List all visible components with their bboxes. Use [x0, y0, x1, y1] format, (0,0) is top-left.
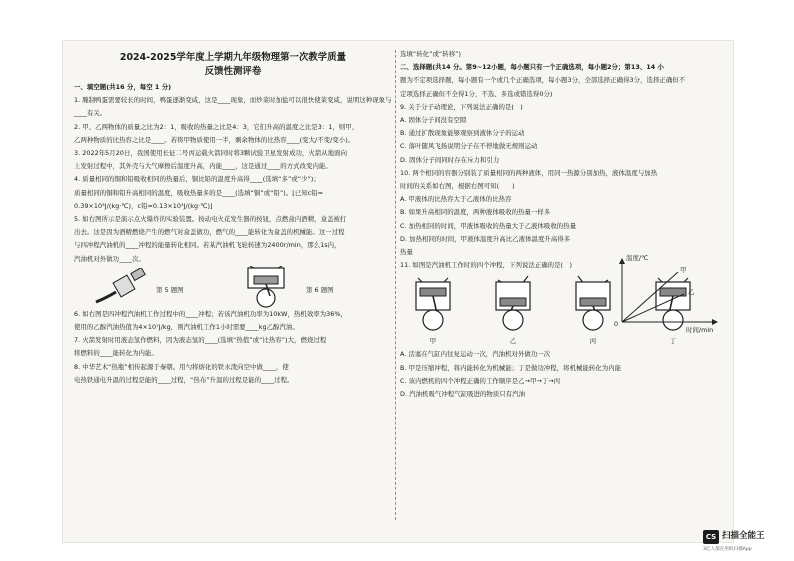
question-5-line4: 汽油机对外做功____次。 [74, 254, 145, 263]
question-6-line1: 6. 如右图是四冲程汽油机工作过程中的____冲程；若该汽油机功率为10kW，热机效率为36%， [74, 309, 347, 318]
figures-5-6 [74, 266, 392, 308]
section-1-heading: 一、填空题(共16 分，每空 1 分) [74, 83, 172, 91]
scanner-logo-badge: CS [703, 530, 719, 544]
section-2-heading-line3: 定项选择正确但不全得1分，不选、多选或错选得0分) [400, 89, 553, 98]
question-10-option-b: B. 如果升高相同的温度，两种液体吸收的热量一样多 [400, 208, 551, 217]
question-10-option-d-wrap: 热量 [400, 248, 413, 257]
scanner-app-tagline: 3亿人都在用的扫描App [703, 547, 752, 552]
question-11: 11. 如图是汽油机工作时的四个冲程，下列说法正确的是( ) [400, 261, 573, 270]
question-6-line2: 使用的乙醇汽油热值为4×10⁷J/kg，则汽油机工作1小时需要____kg乙醇汽油。 [74, 323, 299, 332]
graph-line-b [622, 294, 684, 322]
spark-box-figure [92, 268, 152, 308]
engine-stroke-1 [408, 274, 458, 346]
left-column [74, 48, 392, 387]
engine-label-4: 丁 [669, 337, 677, 346]
question-8-line2: 电热铁通电升温的过程是能的____过程，“热布”升温的过程是能的____过程。 [74, 375, 294, 384]
graph-line-a [622, 272, 678, 322]
question-9-option-d: D. 固体分子间同时存在斥力和引力 [400, 155, 500, 164]
question-8-continued: 选填“转化”或“转移”) [400, 50, 462, 58]
engine-figure-6 [234, 266, 298, 308]
temperature-time-graph [608, 254, 718, 334]
question-9-option-a: A. 固体分子间没有空隙 [400, 116, 467, 125]
exam-title-line2: 反馈性测评卷 [204, 66, 262, 77]
question-3-line1: 3. 2022年5月20日，我国使用长征二号丙运载火箭同时将3颗试验卫星发射成功，火箭从地面向 [74, 149, 348, 158]
engine-label-3: 丙 [589, 337, 597, 346]
engine-diagram-icon [488, 274, 538, 334]
section-2-heading-line2: 题为不定项选择题，每小题有一个或几个正确选项，每小题3分，全部选择正确得3分，选择正确但不 [400, 76, 686, 85]
question-10-option-d: D. 加热相同的时间，甲液体温度升高比乙液体温度升高得多 [400, 234, 571, 243]
graph-line-a-label: 甲 [680, 266, 687, 274]
question-7-line2: 将燃料的____能转化为内能。 [74, 349, 158, 358]
graph-line-b-label: 乙 [688, 288, 695, 296]
question-9-option-c: C. 落叶随风飞扬说明分子在不停地做无规则运动 [400, 142, 538, 151]
figure-6-caption: 第 6 题图 [306, 285, 334, 294]
graph-x-label: 时间/min [686, 326, 714, 334]
right-column [400, 48, 726, 401]
question-1: 1. 腌制鸭蛋需要较长的时间，鸭蛋逐渐变咸，这是____现象，而炒菜时加盐可以很快使菜变咸，说明这种现象与____有关。 [74, 96, 392, 118]
question-8-line1: 8. 中华艺术“热瓶”相传起源于秦朝。用勺将熔化的铁水泼向空中做____，使 [74, 362, 289, 371]
scanner-app-name: 扫描全能王 [722, 531, 765, 541]
question-5-line2: 出去。这是因为酒精燃烧产生的燃气对盒盖做功，燃气的____能转化为盒盖的机械能。这一过程 [74, 228, 345, 237]
graph-axes [608, 256, 718, 330]
engine-label-2: 乙 [509, 337, 517, 346]
graph-origin-label: 0 [614, 320, 619, 328]
question-9: 9. 关于分子动理论，下列说法正确的是( ) [400, 102, 523, 111]
exam-title-line1: 2024-2025学年度上学期九年级物理第一次教学质量 [119, 52, 347, 63]
section-2-heading-line1: 二、选择题(共14 分。第9~12小题，每小题只有一个正确选项，每小题2分；第13、14 小 [400, 63, 664, 72]
question-4-line2: 质量相同的铜和铅升高相同的温度，吸收热量多的是____(选填“铜”或“铅”)。[已知c铅= [74, 188, 324, 197]
engine-stroke-2 [488, 274, 538, 346]
question-9-option-b: B. 通过扩散现象能够观察到液体分子的运动 [400, 129, 525, 138]
question-3-line2: 上发射过程中，其外壳与大气摩擦后温度升高，内能____，这是通过____的方式改变内能。 [74, 162, 332, 171]
engine-diagram-icon [408, 274, 458, 334]
question-11-option-a: A. 活塞在气缸内往复运动一次，汽油机对外做功一次 [400, 350, 551, 359]
column-divider [395, 50, 396, 520]
question-10-line1: 10. 两个相同的容器分别装了质量相同的两种液体，用同一热源分别加热，液体温度与加热 [400, 168, 658, 177]
engine-label-1: 甲 [429, 337, 437, 346]
question-11-option-b: B. 甲是压缩冲程，将内能转化为机械能；丁是做功冲程，将机械能转化为内能 [400, 363, 622, 372]
figure-5-caption: 第 5 题图 [156, 285, 184, 294]
question-5-line1: 5. 如右图所示是演示点火爆炸的实验装置。按动电火花发生器的按钮，点燃盒内酒精，盒盖被打 [74, 215, 347, 224]
question-2-line2: 乙两种物质的比热容之比是____。若将甲物质使用一半，剩余物体的比热容____(变大/不变/变小)。 [74, 135, 355, 144]
exam-sheet [62, 40, 734, 543]
graph-y-label: 温度/℃ [626, 254, 649, 262]
question-10-option-c: C. 加热相同的时间，甲液体吸收的热量大于乙液体吸收的热量 [400, 221, 577, 230]
question-4-line3: 0.39×10³J/(kg·℃)，c铅=0.13×10³J/(kg·℃)] [74, 201, 213, 210]
question-7-line1: 7. 火箭发射时用液态氢作燃料，因为液态氢的____(选填“热值”或“比热容”)大，燃烧过程 [74, 336, 327, 345]
question-11-option-d: D. 汽油机吸气冲程气缸吸进的物质只有汽油 [400, 390, 526, 399]
question-5-line3: 与四冲程汽油机的____冲程的能量转化相同。若某汽油机飞轮转速为2400r/min，那么1s内， [74, 241, 341, 250]
question-11-option-c: C. 该内燃机的四个冲程正确的工作顺序是乙→甲→丁→丙 [400, 376, 561, 385]
question-2-line1: 2. 甲、乙两物体的质量之比为2：1，吸收的热量之比是4：3，它们升高的温度之比是3：1，则甲、 [74, 122, 359, 131]
question-10-option-a: A. 甲液体的比热容大于乙液体的比热容 [400, 195, 512, 204]
question-4-line1: 4. 质量相同的铜和铅吸收相同的热量后，铜比铅的温度升高得____(选填“多”或“少”)； [74, 175, 320, 184]
question-10-line2: 时间的关系如右图，根据右图可知( ) [400, 182, 515, 191]
